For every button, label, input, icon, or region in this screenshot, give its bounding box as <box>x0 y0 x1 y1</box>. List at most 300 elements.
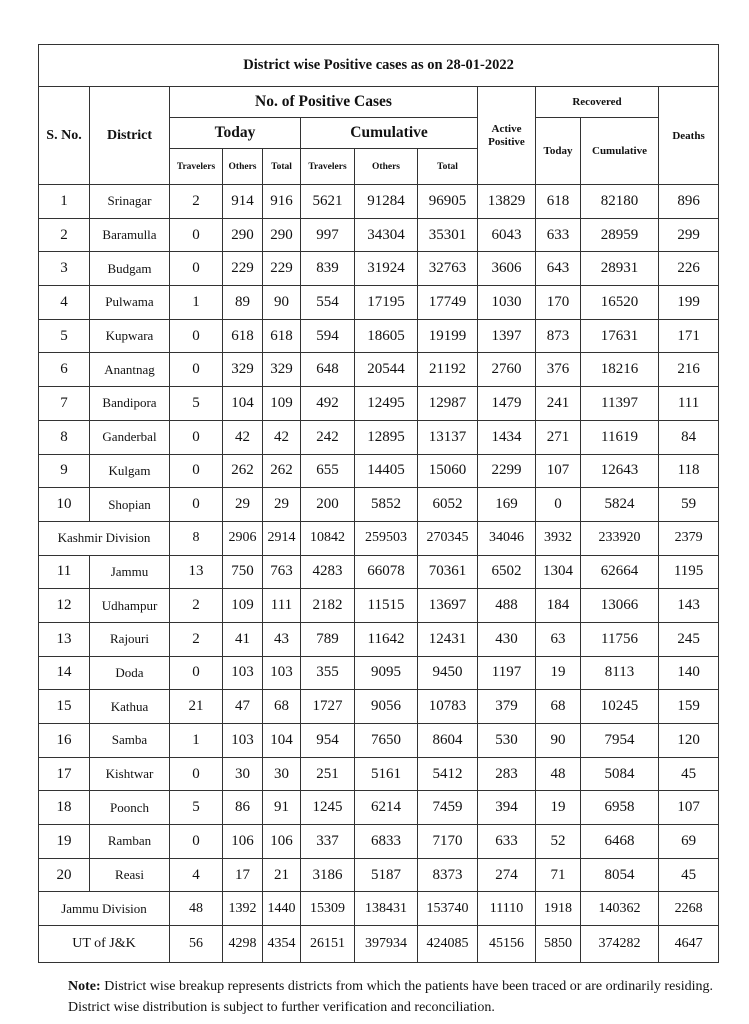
table-cell: 5852 <box>355 488 418 522</box>
table-cell: 1434 <box>478 420 536 454</box>
table-cell: 90 <box>263 286 301 320</box>
table-cell: 15060 <box>418 454 478 488</box>
table-cell: 5161 <box>355 757 418 791</box>
table-cell: 643 <box>536 252 581 286</box>
table-cell: 5187 <box>355 858 418 892</box>
table-cell: 21 <box>170 690 223 724</box>
table-row <box>39 825 719 859</box>
header-recovered-today: Today <box>536 118 581 185</box>
table-cell: Kupwara <box>90 319 170 353</box>
table-cell: 19 <box>536 656 581 690</box>
table-cell: 91 <box>263 791 301 825</box>
table-cell: 8113 <box>581 656 659 690</box>
table-cell: 6502 <box>478 555 536 589</box>
header-today-travelers: Travelers <box>170 149 223 185</box>
table-cell: 12643 <box>581 454 659 488</box>
table-cell: 2 <box>170 185 223 219</box>
table-cell: Jammu Division <box>39 892 170 926</box>
table-cell: 120 <box>659 724 719 758</box>
table-cell: 140362 <box>581 892 659 926</box>
table-cell: 251 <box>301 757 355 791</box>
table-cell: 16 <box>39 724 90 758</box>
table-cell: 9450 <box>418 656 478 690</box>
table-cell: 140 <box>659 656 719 690</box>
table-cell: 8 <box>39 420 90 454</box>
table-cell: 0 <box>170 218 223 252</box>
header-sno: S. No. <box>39 87 90 185</box>
table-cell: 9056 <box>355 690 418 724</box>
table-cell: 18 <box>39 791 90 825</box>
table-cell: 10 <box>39 488 90 522</box>
table-cell: Budgam <box>90 252 170 286</box>
table-cell: 43 <box>263 622 301 656</box>
header-today-total: Total <box>263 149 301 185</box>
table-cell: 11515 <box>355 589 418 623</box>
table-cell: 259503 <box>355 521 418 555</box>
table-cell: 241 <box>536 387 581 421</box>
table-cell: 233920 <box>581 521 659 555</box>
table-cell: 271 <box>536 420 581 454</box>
table-cell: 216 <box>659 353 719 387</box>
table-cell: 14 <box>39 656 90 690</box>
table-cell: 199 <box>659 286 719 320</box>
table-cell: Pulwama <box>90 286 170 320</box>
table-cell: 997 <box>301 218 355 252</box>
table-cell: 2 <box>39 218 90 252</box>
table-cell: 394 <box>478 791 536 825</box>
table-cell: 138431 <box>355 892 418 926</box>
table-cell: 41 <box>223 622 263 656</box>
table-cell: 397934 <box>355 926 418 963</box>
table-cell: 6958 <box>581 791 659 825</box>
table-cell: 262 <box>223 454 263 488</box>
table-cell: 31924 <box>355 252 418 286</box>
table-cell: 430 <box>478 622 536 656</box>
table-cell: 12 <box>39 589 90 623</box>
table-cell: 3186 <box>301 858 355 892</box>
table-cell: 184 <box>536 589 581 623</box>
table-cell: 59 <box>659 488 719 522</box>
table-cell: 32763 <box>418 252 478 286</box>
table-cell: 45156 <box>478 926 536 963</box>
table-cell: 19 <box>536 791 581 825</box>
table-cell: 5850 <box>536 926 581 963</box>
table-cell: 10245 <box>581 690 659 724</box>
table-row <box>39 286 719 320</box>
table-cell: 17 <box>223 858 263 892</box>
table-cell: 7954 <box>581 724 659 758</box>
table-cell: 0 <box>170 420 223 454</box>
table-cell: 11619 <box>581 420 659 454</box>
table-cell: 554 <box>301 286 355 320</box>
table-cell: 594 <box>301 319 355 353</box>
table-row <box>39 589 719 623</box>
table-cell: Kulgam <box>90 454 170 488</box>
table-cell: 35301 <box>418 218 478 252</box>
table-cell: 12431 <box>418 622 478 656</box>
table-cell: Poonch <box>90 791 170 825</box>
table-cell: 4354 <box>263 926 301 963</box>
table-cell: 169 <box>478 488 536 522</box>
table-cell: 21192 <box>418 353 478 387</box>
table-cell: 229 <box>223 252 263 286</box>
table-cell: 19199 <box>418 319 478 353</box>
table-row <box>39 858 719 892</box>
table-cell: 0 <box>170 825 223 859</box>
table-cell: 18605 <box>355 319 418 353</box>
table-cell: UT of J&K <box>39 926 170 963</box>
table-cell: 30 <box>223 757 263 791</box>
table-cell: Kathua <box>90 690 170 724</box>
table-cell: 45 <box>659 858 719 892</box>
table-cell: 0 <box>536 488 581 522</box>
table-cell: 13 <box>170 555 223 589</box>
table-cell: 109 <box>263 387 301 421</box>
table-cell: 914 <box>223 185 263 219</box>
table-cell: 229 <box>263 252 301 286</box>
table-cell: 4 <box>170 858 223 892</box>
table-row <box>39 185 719 219</box>
table-row <box>39 454 719 488</box>
table-cell: 52 <box>536 825 581 859</box>
table-cell: Udhampur <box>90 589 170 623</box>
table-cell: 12895 <box>355 420 418 454</box>
table-cell: 6214 <box>355 791 418 825</box>
table-cell: 1397 <box>478 319 536 353</box>
table-cell: 11642 <box>355 622 418 656</box>
table-cell: 13 <box>39 622 90 656</box>
table-cell: 424085 <box>418 926 478 963</box>
table-cell: 2379 <box>659 521 719 555</box>
table-cell: 143 <box>659 589 719 623</box>
table-cell: 17631 <box>581 319 659 353</box>
table-cell: 48 <box>170 892 223 926</box>
table-cell: 763 <box>263 555 301 589</box>
table-cell: 242 <box>301 420 355 454</box>
table-cell: 1 <box>39 185 90 219</box>
table-row <box>39 757 719 791</box>
table-cell: 63 <box>536 622 581 656</box>
note-label: Note: <box>68 979 101 994</box>
table-cell: 8604 <box>418 724 478 758</box>
table-cell: 82180 <box>581 185 659 219</box>
table-cell: 3 <box>39 252 90 286</box>
table-cell: 107 <box>536 454 581 488</box>
table-cell: 68 <box>536 690 581 724</box>
table-cell: Ramban <box>90 825 170 859</box>
table-cell: 13697 <box>418 589 478 623</box>
table-cell: 954 <box>301 724 355 758</box>
table-cell: 618 <box>223 319 263 353</box>
table-cell: 4 <box>39 286 90 320</box>
table-cell: 71 <box>536 858 581 892</box>
table-cell: 226 <box>659 252 719 286</box>
table-cell: 262 <box>263 454 301 488</box>
table-cell: 7650 <box>355 724 418 758</box>
table-cell: 2 <box>170 622 223 656</box>
table-cell: 379 <box>478 690 536 724</box>
table-cell: 13066 <box>581 589 659 623</box>
table-cell: 86 <box>223 791 263 825</box>
table-cell: 7170 <box>418 825 478 859</box>
table-cell: 5 <box>39 319 90 353</box>
table-cell: 30 <box>263 757 301 791</box>
table-cell: 5824 <box>581 488 659 522</box>
table-cell: 69 <box>659 825 719 859</box>
table-cell: 12495 <box>355 387 418 421</box>
table-cell: 103 <box>223 724 263 758</box>
table-cell: 62664 <box>581 555 659 589</box>
header-cum-travelers: Travelers <box>301 149 355 185</box>
table-cell: 96905 <box>418 185 478 219</box>
table-cell: 9 <box>39 454 90 488</box>
table-cell: 873 <box>536 319 581 353</box>
table-row <box>39 555 719 589</box>
table-cell: 2914 <box>263 521 301 555</box>
table-cell: 103 <box>223 656 263 690</box>
header-active-positive: Active Positive <box>478 87 536 185</box>
table-cell: 290 <box>223 218 263 252</box>
table-cell: 2268 <box>659 892 719 926</box>
table-cell: 839 <box>301 252 355 286</box>
table-cell: 2 <box>170 589 223 623</box>
table-cell: 488 <box>478 589 536 623</box>
header-cumulative: Cumulative <box>301 118 478 149</box>
table-cell: 655 <box>301 454 355 488</box>
table-cell: 1479 <box>478 387 536 421</box>
table-cell: 118 <box>659 454 719 488</box>
table-cell: 20544 <box>355 353 418 387</box>
table-cell: 17195 <box>355 286 418 320</box>
table-cell: 17 <box>39 757 90 791</box>
table-cell: 48 <box>536 757 581 791</box>
table-cell: Ganderbal <box>90 420 170 454</box>
table-cell: 374282 <box>581 926 659 963</box>
table-cell: 111 <box>659 387 719 421</box>
table-cell: 2299 <box>478 454 536 488</box>
table-cell: 0 <box>170 353 223 387</box>
table-cell: 106 <box>223 825 263 859</box>
table-cell: Anantnag <box>90 353 170 387</box>
table-cell: 3606 <box>478 252 536 286</box>
table-cell: 89 <box>223 286 263 320</box>
table-cell: 6043 <box>478 218 536 252</box>
table-cell: 5084 <box>581 757 659 791</box>
table-cell: 376 <box>536 353 581 387</box>
table-cell: 0 <box>170 454 223 488</box>
table-cell: 283 <box>478 757 536 791</box>
table-row <box>39 218 719 252</box>
table-cell: 14405 <box>355 454 418 488</box>
table-cell: 21 <box>263 858 301 892</box>
table-cell: Jammu <box>90 555 170 589</box>
table-cell: 0 <box>170 252 223 286</box>
table-cell: 16520 <box>581 286 659 320</box>
table-cell: 750 <box>223 555 263 589</box>
table-cell: 11110 <box>478 892 536 926</box>
table-cell: 15 <box>39 690 90 724</box>
table-row <box>39 622 719 656</box>
table-cell: 104 <box>223 387 263 421</box>
table-cell: 2906 <box>223 521 263 555</box>
table-cell: 17749 <box>418 286 478 320</box>
table-cell: 6 <box>39 353 90 387</box>
table-cell: Doda <box>90 656 170 690</box>
table-cell: Rajouri <box>90 622 170 656</box>
table-cell: 1392 <box>223 892 263 926</box>
table-cell: 1440 <box>263 892 301 926</box>
table-cell: 2182 <box>301 589 355 623</box>
table-cell: 26151 <box>301 926 355 963</box>
table-cell: Samba <box>90 724 170 758</box>
table-cell: 28959 <box>581 218 659 252</box>
table-cell: 290 <box>263 218 301 252</box>
table-cell: Baramulla <box>90 218 170 252</box>
table-cell: 29 <box>263 488 301 522</box>
table-cell: 45 <box>659 757 719 791</box>
table-cell: 8054 <box>581 858 659 892</box>
table-cell: 618 <box>536 185 581 219</box>
table-cell: 104 <box>263 724 301 758</box>
table-cell: 90 <box>536 724 581 758</box>
table-cell: 618 <box>263 319 301 353</box>
table-cell: 91284 <box>355 185 418 219</box>
table-cell: 1197 <box>478 656 536 690</box>
table-cell: Kashmir Division <box>39 521 170 555</box>
table-cell: 0 <box>170 757 223 791</box>
table-cell: 6468 <box>581 825 659 859</box>
table-cell: 7 <box>39 387 90 421</box>
table-cell: 4283 <box>301 555 355 589</box>
table-cell: 70361 <box>418 555 478 589</box>
header-today-others: Others <box>223 149 263 185</box>
table-cell: 34304 <box>355 218 418 252</box>
table-cell: 245 <box>659 622 719 656</box>
table-cell: 530 <box>478 724 536 758</box>
table-cell: 337 <box>301 825 355 859</box>
table-cell: 29 <box>223 488 263 522</box>
table-cell: 20 <box>39 858 90 892</box>
table-cell: 106 <box>263 825 301 859</box>
header-deaths: Deaths <box>659 87 719 185</box>
table-cell: 329 <box>263 353 301 387</box>
table-row <box>39 252 719 286</box>
grand-total-row <box>39 926 719 963</box>
table-cell: 299 <box>659 218 719 252</box>
table-cell: 47 <box>223 690 263 724</box>
table-cell: 1 <box>170 286 223 320</box>
table-cell: 200 <box>301 488 355 522</box>
table-cell: 28931 <box>581 252 659 286</box>
footnote <box>68 976 713 1018</box>
table-cell: 68 <box>263 690 301 724</box>
table-cell: 1918 <box>536 892 581 926</box>
table-cell: 170 <box>536 286 581 320</box>
table-cell: 18216 <box>581 353 659 387</box>
table-cell: Shopian <box>90 488 170 522</box>
table-cell: 15309 <box>301 892 355 926</box>
table-cell: 1304 <box>536 555 581 589</box>
table-cell: 10842 <box>301 521 355 555</box>
table-cell: 329 <box>223 353 263 387</box>
table-cell: 5 <box>170 387 223 421</box>
table-body <box>39 185 719 963</box>
table-cell: Bandipora <box>90 387 170 421</box>
table-cell: 896 <box>659 185 719 219</box>
table-cell: 10783 <box>418 690 478 724</box>
table-title: District wise Positive cases as on 28-01-2022 <box>39 45 719 87</box>
header-today: Today <box>170 118 301 149</box>
table-cell: 11397 <box>581 387 659 421</box>
table-cell: 103 <box>263 656 301 690</box>
table-cell: 111 <box>263 589 301 623</box>
header-district: District <box>90 87 170 185</box>
table-cell: 13137 <box>418 420 478 454</box>
table-cell: 159 <box>659 690 719 724</box>
table-row <box>39 488 719 522</box>
table-cell: 355 <box>301 656 355 690</box>
table-cell: 4298 <box>223 926 263 963</box>
header-recovered-cumulative: Cumulative <box>581 118 659 185</box>
table-cell: 84 <box>659 420 719 454</box>
table-cell: 5621 <box>301 185 355 219</box>
table-cell: 1195 <box>659 555 719 589</box>
table-cell: 11 <box>39 555 90 589</box>
header-recovered: Recovered <box>536 87 659 118</box>
table-cell: 12987 <box>418 387 478 421</box>
table-cell: 2760 <box>478 353 536 387</box>
division-total-row <box>39 521 719 555</box>
table-cell: 1030 <box>478 286 536 320</box>
table-cell: 492 <box>301 387 355 421</box>
table-cell: 34046 <box>478 521 536 555</box>
table-cell: 633 <box>536 218 581 252</box>
table-row <box>39 319 719 353</box>
table-cell: 13829 <box>478 185 536 219</box>
table-row <box>39 656 719 690</box>
cases-table <box>38 44 719 963</box>
table-cell: 3932 <box>536 521 581 555</box>
table-row <box>39 420 719 454</box>
table-cell: 4647 <box>659 926 719 963</box>
table-row <box>39 387 719 421</box>
table-cell: 42 <box>223 420 263 454</box>
table-cell: 5 <box>170 791 223 825</box>
table-row <box>39 690 719 724</box>
table-cell: Srinagar <box>90 185 170 219</box>
note-text: District wise breakup represents districts from which the patients have been traced or are ordinarily residing. District wise distribution is subject to further verification and reconciliation. <box>68 979 714 1015</box>
table-cell: 109 <box>223 589 263 623</box>
table-cell: 6833 <box>355 825 418 859</box>
table-cell: 8373 <box>418 858 478 892</box>
table-cell: 1 <box>170 724 223 758</box>
header-cum-others: Others <box>355 149 418 185</box>
header-cum-total: Total <box>418 149 478 185</box>
table-cell: 0 <box>170 656 223 690</box>
table-row <box>39 724 719 758</box>
table-cell: 5412 <box>418 757 478 791</box>
table-cell: 66078 <box>355 555 418 589</box>
table-cell: 789 <box>301 622 355 656</box>
table-cell: 633 <box>478 825 536 859</box>
division-total-row <box>39 892 719 926</box>
table-cell: 56 <box>170 926 223 963</box>
table-cell: 7459 <box>418 791 478 825</box>
table-cell: 270345 <box>418 521 478 555</box>
table-cell: 6052 <box>418 488 478 522</box>
table-cell: 648 <box>301 353 355 387</box>
table-cell: 153740 <box>418 892 478 926</box>
